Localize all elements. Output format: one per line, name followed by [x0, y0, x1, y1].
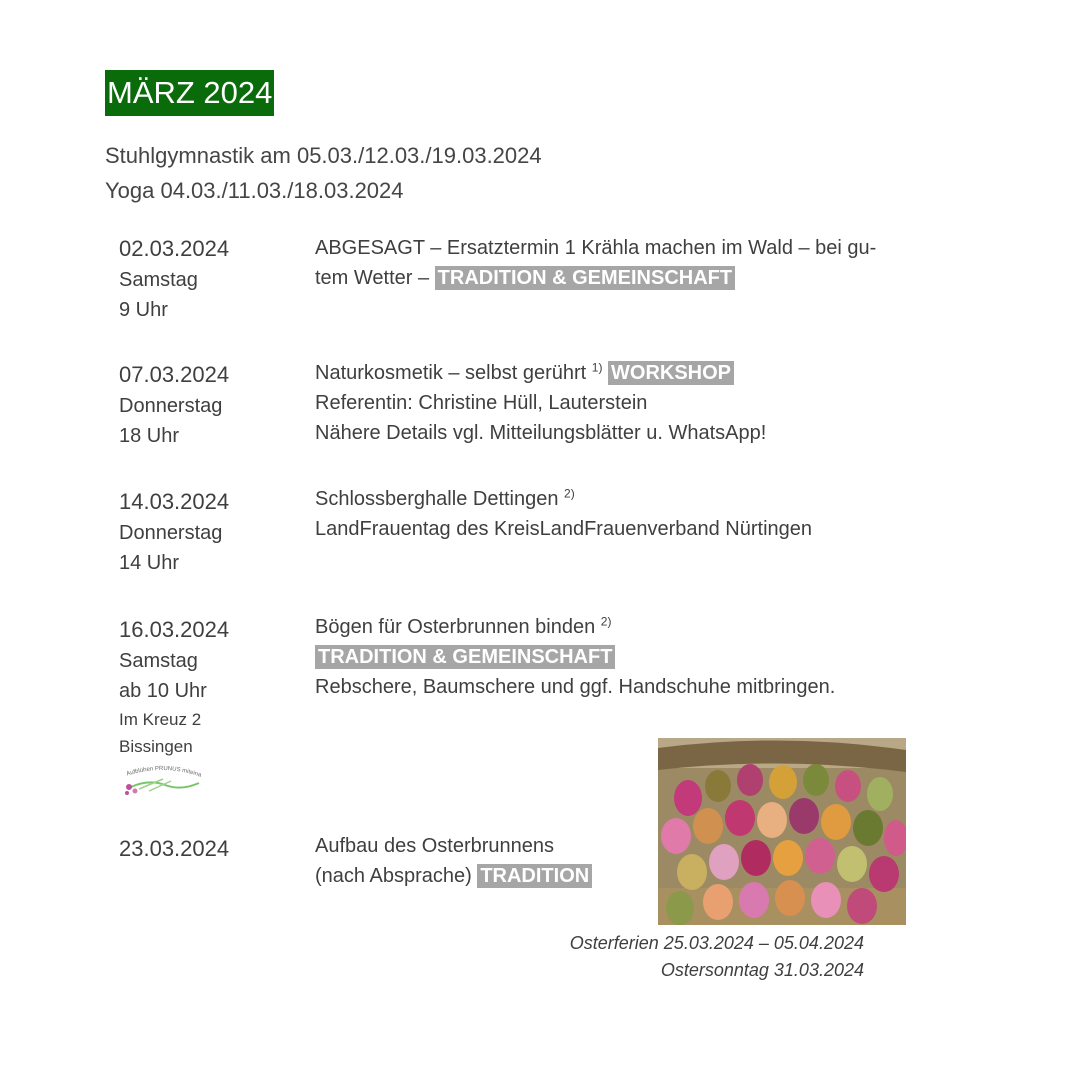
event-line — [315, 642, 835, 672]
event-5-details — [315, 831, 592, 891]
footnote-ref: 2) — [564, 486, 575, 501]
footnote-ref: 1) — [591, 360, 603, 375]
event-date: 16.03.2024 — [119, 617, 230, 642]
event-date: 02.03.2024 — [119, 236, 230, 261]
event-line: Nähere Details vgl. Mitteilungsblätter u. WhatsApp! — [315, 422, 767, 444]
event-date: 14.03.2024 — [119, 489, 230, 514]
recurring-stuhlgymnastik: Stuhlgymnastik am 05.03./12.03./19.03.2024 — [105, 143, 542, 168]
event-line — [315, 358, 766, 388]
event-line: ABGESAGT – Ersatztermin 1 Krähla machen im Wald – bei gu- — [315, 237, 877, 259]
event-4-details — [315, 612, 835, 702]
easter-eggs-photo — [658, 738, 906, 925]
event-line — [315, 612, 835, 642]
recurring-yoga: Yoga 04.03./11.03./18.03.2024 — [105, 178, 404, 203]
category-tag: WORKSHOP — [608, 361, 734, 385]
event-2-details — [315, 358, 766, 448]
event-day: Donnerstag — [119, 395, 223, 417]
event-place: Im Kreuz 2 — [119, 710, 202, 729]
event-place: Bissingen — [119, 737, 193, 756]
category-tag: TRADITION & GEMEINSCHAFT — [315, 645, 615, 669]
event-line — [315, 263, 876, 293]
footer-ostersonntag: Ostersonntag 31.03.2024 — [660, 960, 864, 980]
event-time: 9 Uhr — [119, 299, 168, 321]
event-time: 14 Uhr — [119, 552, 180, 574]
footer-osterferien: Osterferien 25.03.2024 – 05.04.2024 — [569, 933, 864, 953]
event-line — [315, 484, 812, 514]
event-1-when — [119, 233, 229, 325]
event-time: 18 Uhr — [119, 425, 180, 447]
event-line — [315, 861, 592, 891]
event-line: Aufbau des Osterbrunnens — [315, 835, 555, 857]
event-5-when — [119, 833, 229, 865]
event-line: Rebschere, Baumschere und ggf. Handschuhe mitbringen. — [315, 676, 836, 698]
easter-eggs-image — [658, 738, 906, 925]
event-text: Schlossberghalle Dettingen — [315, 488, 565, 510]
event-text: (nach Absprache) — [315, 865, 478, 887]
event-line: Referentin: Christine Hüll, Lauterstein — [315, 392, 648, 414]
event-3-when — [119, 486, 229, 578]
event-text: Bögen für Osterbrunnen binden — [315, 616, 601, 638]
event-3-details — [315, 484, 812, 544]
category-tag: TRADITION & GEMEINSCHAFT — [435, 266, 735, 290]
event-1-details — [315, 233, 876, 293]
event-2-when — [119, 359, 229, 451]
event-text: tem Wetter – — [315, 267, 435, 289]
footnote-ref: 2) — [600, 614, 612, 629]
event-date: 23.03.2024 — [119, 836, 230, 861]
event-day: Donnerstag — [119, 522, 223, 544]
event-date: 07.03.2024 — [119, 362, 230, 387]
event-day: Samstag — [119, 650, 198, 672]
logo-text: Aufblühen PRUNUS miteina — [125, 765, 202, 779]
event-time: ab 10 Uhr — [119, 680, 207, 702]
event-text: Naturkosmetik – selbst gerührt — [315, 362, 592, 384]
event-4-when — [119, 614, 229, 760]
month-title: MÄRZ 2024 — [105, 70, 274, 116]
event-day: Samstag — [119, 269, 198, 291]
prunus-logo — [119, 765, 205, 797]
category-tag: TRADITION — [477, 864, 592, 888]
event-line: LandFrauentag des KreisLandFrauenverband Nürtingen — [315, 518, 813, 540]
